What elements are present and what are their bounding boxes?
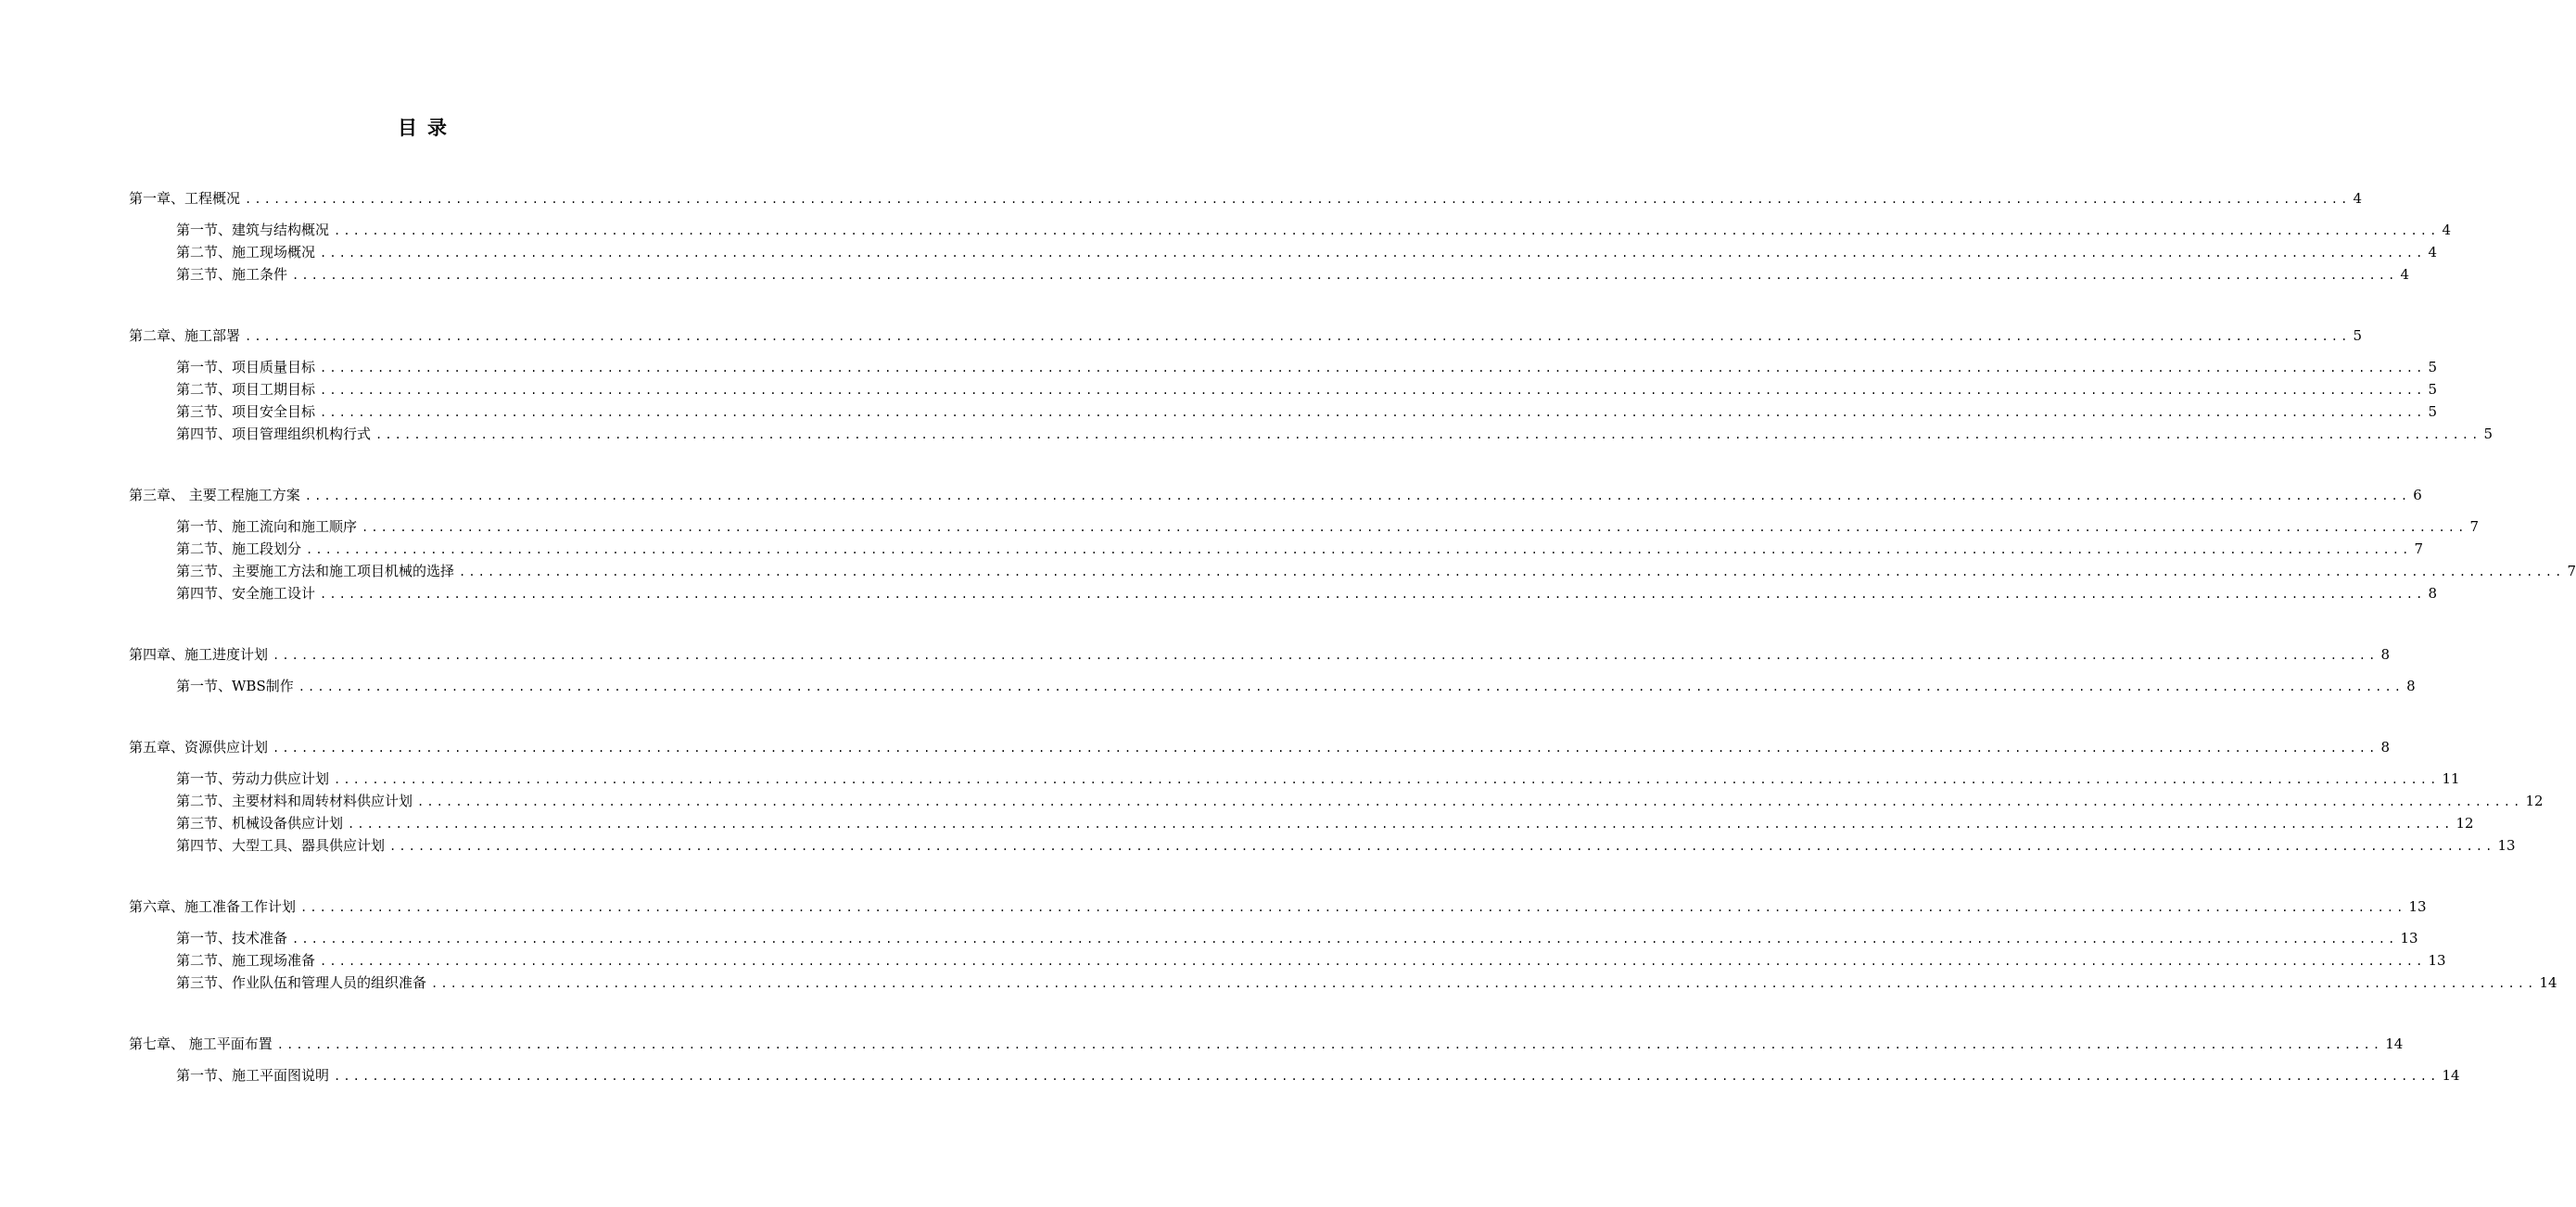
page-number: 5 bbox=[2428, 359, 2437, 375]
page-number: 14 bbox=[2385, 1035, 2404, 1052]
section-title: 第一节、WBS制作 bbox=[176, 678, 294, 694]
toc-title: 目录 bbox=[398, 116, 457, 139]
chapter-title: 第六章、施工准备工作计划 bbox=[129, 898, 297, 915]
toc-section-entry[interactable] bbox=[129, 1064, 2460, 1086]
page-number: 7 bbox=[2469, 518, 2479, 535]
dot-leader: ............................................................................................................................................................................................................................ bbox=[320, 384, 2426, 397]
dot-leader: ............................................................................................................................................................................................................................ bbox=[245, 330, 2351, 343]
toc-section-entry[interactable] bbox=[129, 927, 2418, 949]
toc-chapter-entry[interactable] bbox=[129, 324, 2362, 347]
section-title: 第三节、施工条件 bbox=[176, 266, 288, 283]
dot-leader: ............................................................................................................................................................................................................................ bbox=[273, 649, 2379, 662]
chapter-title: 第五章、资源供应计划 bbox=[129, 739, 269, 756]
toc-chapter-entry[interactable] bbox=[129, 484, 2422, 506]
section-title: 第四节、大型工具、器具供应计划 bbox=[176, 837, 386, 854]
section-title: 第三节、作业队伍和管理人员的组织准备 bbox=[176, 974, 427, 991]
dot-leader: ............................................................................................................................................................................................................................ bbox=[320, 588, 2426, 601]
section-title: 第四节、安全施工设计 bbox=[176, 585, 316, 602]
toc-section-entry[interactable] bbox=[129, 538, 2423, 560]
section-title: 第一节、劳动力供应计划 bbox=[176, 770, 330, 787]
section-title: 第一节、施工流向和施工顺序 bbox=[176, 518, 358, 535]
toc-section-entry[interactable] bbox=[129, 768, 2460, 790]
toc-chapter-entry[interactable] bbox=[129, 736, 2390, 758]
page-number: 7 bbox=[2414, 540, 2423, 557]
dot-leader: ............................................................................................................................................................................................................................ bbox=[306, 543, 2412, 556]
page-number: 4 bbox=[2442, 222, 2451, 238]
toc-section-entry[interactable] bbox=[129, 241, 2437, 263]
dot-leader: ............................................................................................................................................................................................................................ bbox=[245, 193, 2351, 206]
page-number: 5 bbox=[2353, 327, 2362, 344]
section-title: 第二节、项目工期目标 bbox=[176, 381, 316, 398]
dot-leader: ............................................................................................................................................................................................................................ bbox=[334, 773, 2440, 786]
chapter-title: 第七章、 施工平面布置 bbox=[129, 1035, 273, 1052]
page-number: 8 bbox=[2380, 739, 2390, 756]
page-number: 12 bbox=[2455, 815, 2474, 832]
page-number: 11 bbox=[2442, 770, 2460, 787]
section-title: 第一节、施工平面图说明 bbox=[176, 1067, 330, 1084]
page-number: 5 bbox=[2428, 403, 2437, 420]
page-number: 5 bbox=[2483, 426, 2493, 442]
toc-section-entry[interactable] bbox=[129, 972, 2557, 994]
toc-section-entry[interactable] bbox=[129, 378, 2437, 400]
page-number: 4 bbox=[2353, 190, 2362, 207]
dot-leader: ............................................................................................................................................................................................................................ bbox=[292, 269, 2398, 282]
page-number: 8 bbox=[2380, 646, 2390, 663]
dot-leader: ............................................................................................................................................................................................................................ bbox=[320, 362, 2426, 375]
page-number: 6 bbox=[2413, 487, 2422, 503]
toc-chapter-entry[interactable] bbox=[129, 187, 2362, 210]
section-title: 第二节、主要材料和周转材料供应计划 bbox=[176, 793, 413, 809]
toc-section-entry[interactable] bbox=[129, 812, 2474, 834]
dot-leader: ............................................................................................................................................................................................................................ bbox=[320, 955, 2426, 968]
toc-section-entry[interactable] bbox=[129, 219, 2451, 241]
dot-leader: ............................................................................................................................................................................................................................ bbox=[273, 742, 2379, 755]
chapter-title: 第三章、 主要工程施工方案 bbox=[129, 487, 300, 503]
chapter-title: 第一章、工程概况 bbox=[129, 190, 241, 207]
table-of-contents bbox=[129, 187, 2576, 1086]
page-number: 13 bbox=[2428, 952, 2446, 969]
toc-section-entry[interactable] bbox=[129, 560, 2576, 582]
toc-chapter-entry[interactable] bbox=[129, 896, 2427, 918]
page-number: 5 bbox=[2428, 381, 2437, 398]
page-number: 13 bbox=[2497, 837, 2516, 854]
page-number: 13 bbox=[2400, 930, 2418, 947]
toc-section-entry[interactable] bbox=[129, 834, 2516, 857]
section-title: 第二节、施工段划分 bbox=[176, 540, 302, 557]
dot-leader: ............................................................................................................................................................................................................................ bbox=[304, 489, 2411, 502]
section-title: 第四节、项目管理组织机构行式 bbox=[176, 426, 372, 442]
section-title: 第一节、建筑与结构概况 bbox=[176, 222, 330, 238]
dot-leader: ............................................................................................................................................................................................................................ bbox=[320, 247, 2426, 260]
page-number: 4 bbox=[2428, 244, 2437, 260]
dot-leader: ............................................................................................................................................................................................................................ bbox=[362, 521, 2468, 534]
dot-leader: ............................................................................................................................................................................................................................ bbox=[292, 933, 2398, 946]
section-title: 第三节、项目安全目标 bbox=[176, 403, 316, 420]
toc-section-entry[interactable] bbox=[129, 675, 2416, 697]
dot-leader: ............................................................................................................................................................................................................................ bbox=[320, 406, 2426, 419]
page-number: 8 bbox=[2406, 678, 2416, 694]
dot-leader: ............................................................................................................................................................................................................................ bbox=[298, 680, 2405, 693]
page-number: 7 bbox=[2567, 563, 2576, 579]
page-number: 14 bbox=[2539, 974, 2557, 991]
toc-chapter-entry[interactable] bbox=[129, 643, 2390, 666]
dot-leader: ............................................................................................................................................................................................................................ bbox=[375, 428, 2481, 441]
dot-leader: ............................................................................................................................................................................................................................ bbox=[389, 840, 2495, 853]
toc-section-entry[interactable] bbox=[129, 515, 2479, 538]
toc-section-entry[interactable] bbox=[129, 949, 2446, 972]
dot-leader: ............................................................................................................................................................................................................................ bbox=[417, 795, 2523, 808]
section-title: 第二节、施工现场准备 bbox=[176, 952, 316, 969]
toc-section-entry[interactable] bbox=[129, 400, 2437, 423]
toc-section-entry[interactable] bbox=[129, 356, 2437, 378]
section-title: 第二节、施工现场概况 bbox=[176, 244, 316, 260]
chapter-title: 第四章、施工进度计划 bbox=[129, 646, 269, 663]
dot-leader: ............................................................................................................................................................................................................................ bbox=[348, 818, 2454, 831]
page-number: 4 bbox=[2400, 266, 2409, 283]
section-title: 第一节、技术准备 bbox=[176, 930, 288, 947]
section-title: 第三节、主要施工方法和施工项目机械的选择 bbox=[176, 563, 455, 579]
page-number: 13 bbox=[2408, 898, 2427, 915]
toc-section-entry[interactable] bbox=[129, 423, 2493, 445]
toc-section-entry[interactable] bbox=[129, 263, 2409, 286]
dot-leader: ............................................................................................................................................................................................................................ bbox=[334, 1070, 2440, 1083]
section-title: 第一节、项目质量目标 bbox=[176, 359, 316, 375]
toc-section-entry[interactable] bbox=[129, 790, 2544, 812]
page-number: 14 bbox=[2442, 1067, 2460, 1084]
chapter-title: 第二章、施工部署 bbox=[129, 327, 241, 344]
dot-leader: ............................................................................................................................................................................................................................ bbox=[459, 565, 2565, 578]
dot-leader: ............................................................................................................................................................................................................................ bbox=[300, 901, 2406, 914]
dot-leader: ............................................................................................................................................................................................................................ bbox=[334, 224, 2440, 237]
toc-chapter-entry[interactable] bbox=[129, 1033, 2404, 1055]
dot-leader: ............................................................................................................................................................................................................................ bbox=[276, 1038, 2383, 1051]
page-number: 8 bbox=[2428, 585, 2437, 602]
dot-leader: ............................................................................................................................................................................................................................ bbox=[431, 977, 2537, 990]
toc-section-entry[interactable] bbox=[129, 582, 2437, 604]
page-number: 12 bbox=[2525, 793, 2544, 809]
section-title: 第三节、机械设备供应计划 bbox=[176, 815, 344, 832]
